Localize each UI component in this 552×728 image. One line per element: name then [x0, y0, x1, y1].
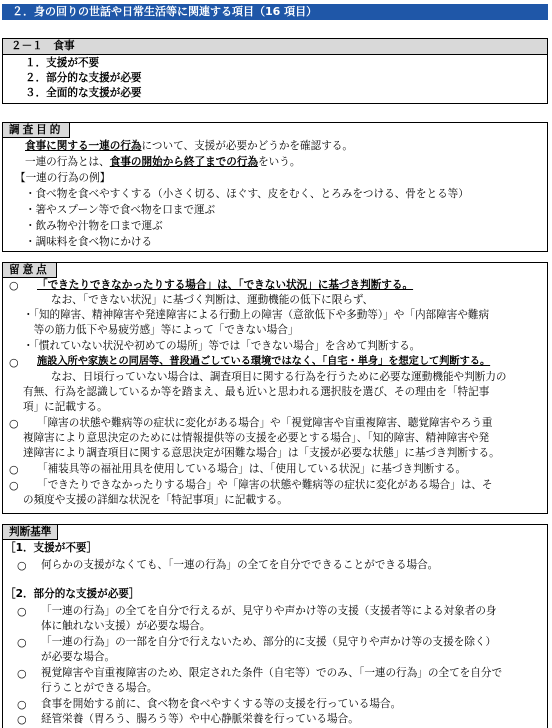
criteria-2-4: 食事を開始する前に、食べ物を食べやすくする等の支援を行っている場合。: [41, 698, 402, 710]
note-1-a: なお、「できない状況」に基づく判断は、運動機能の低下に限らず、: [51, 294, 374, 306]
criteria-2-head: ［2．部分的な支援が必要］: [5, 588, 140, 600]
option-2: ２．部分的な支援が必要: [25, 72, 142, 84]
note-3-3: 達障害により調査項目に関する意思決定が困難な場合」は「支援が必要な状態」に基づき判断する。: [23, 447, 500, 459]
bullet-circle-4: ○: [9, 463, 19, 476]
note-2-a: なお、日頃行っていない場合は、調査項目に関する行為を行うために必要な運動機能や判断力の: [51, 371, 507, 383]
criteria-2-1b: 体に触れない支援）が必要な場合。: [41, 620, 211, 632]
notes-box: [2, 262, 548, 514]
bullet-circle-1: ○: [9, 279, 19, 292]
bullet-circle-2: ○: [9, 356, 19, 369]
purpose-label: 調査目的: [3, 123, 70, 138]
criteria-2-1a: 「一連の行為」の全てを自分で行えるが、見守りや声かけ等の支援（支援者等による対象者の身: [41, 605, 497, 617]
criteria-2-3b: 行うことができる場合。: [41, 682, 158, 694]
note-4: 「補装具等の福祉用具を使用している場合」は、「使用している状況」に基づき判断する。: [37, 463, 467, 475]
criteria-1-1: 何らかの支援がなくても、「一連の行為」の全てを自分でできることができる場合。: [41, 559, 439, 571]
note-3-2: 複障害により意思決定のためには情報提供等の支援を必要とする場合」、「知的障害、精神障害や発: [23, 432, 490, 444]
option-3: ３．全面的な支援が必要: [25, 87, 142, 99]
note-2: 施設入所や家族との同居等、普段過ごしている環境ではなく、「自宅・単身」を想定して判断する。: [37, 356, 491, 367]
criteria-2-2a: 「一連の行為」の一部を自分で行えないため、部分的に支援（見守りや声かけ等の支援を除く）: [41, 636, 497, 648]
notes-label: 留意点: [3, 263, 57, 278]
purpose-line-1-rest: について、支援が必要かどうかを確認する。: [141, 140, 353, 152]
purpose-line-1: [25, 140, 353, 153]
criteria-box: [2, 524, 548, 728]
bullet-circle-5: ○: [9, 479, 19, 492]
note-1-c: ・「慣れていない状況や初めての場所」等では「できない場合」を含めて判断する。: [23, 340, 421, 352]
criteria-1-head: ［1．支援が不要］: [5, 542, 98, 554]
purpose-line-2: [25, 156, 300, 169]
note-1-b2: 等の筋力低下や易疲労感」等によって「できない場合」: [23, 324, 299, 336]
bullet-circle-c2-4: ○: [17, 698, 27, 711]
note-3-1: 「障害の状態や難病等の症状に変化がある場合」や「視覚障害や盲重複障害、聴覚障害やろう重: [37, 417, 493, 429]
note-2-b: 有無、行為を認識しているか等を踏まえ、最も近いと思われる選択肢を選び、その理由を「特記事: [23, 386, 490, 398]
bullet-circle-3: ○: [9, 417, 19, 430]
note-5-1: 「できたりできなかったりする場合」や「障害の状態や難病等の症状に変化がある場合」は、そ: [37, 479, 493, 491]
example-2: ・箸やスプーン等で食べ物を口まで運ぶ: [25, 204, 216, 216]
note-2-c: 項」に記載する。: [23, 401, 108, 413]
purpose-line-2-emph: 食事の開始から終了までの行為: [109, 156, 259, 168]
purpose-line-1-emph: 食事に関する一連の行為: [25, 140, 142, 152]
purpose-line-2-pre: 一連の行為とは、: [25, 156, 110, 168]
section-header: ２．身の回りの世話や日常生活等に関連する項目（16 項目）: [2, 4, 548, 20]
item-box: [2, 38, 548, 104]
criteria-2-5: 経管栄養（胃ろう、腸ろう等）や中心静脈栄養を行っている場合。: [41, 713, 359, 725]
purpose-line-2-post: をいう。: [258, 156, 301, 168]
bullet-circle-c2-5: ○: [17, 713, 27, 726]
bullet-circle-c2-2: ○: [17, 636, 27, 649]
example-1: ・食べ物を食べやすくする（小さく切る、ほぐす、皮をむく、とろみをつける、骨をとる等）: [25, 188, 469, 200]
examples-head: 【一連の行為の例】: [15, 172, 111, 184]
criteria-2-2b: が必要な場合。: [41, 651, 116, 663]
example-4: ・調味料を食べ物にかける: [25, 236, 153, 248]
purpose-box: [2, 122, 548, 252]
note-1-b1: ・「知的障害、精神障害や発達障害による行動上の障害（意欲低下や多動等）」や「内部障害や難病: [23, 309, 490, 321]
bullet-circle-c1: ○: [17, 559, 27, 572]
criteria-2-3a: 視覚障害や盲重複障害のため、限定された条件（自宅等）でのみ、「一連の行為」の全てを自分で: [41, 667, 503, 679]
option-1: １．支援が不要: [25, 57, 100, 69]
bullet-circle-c2-1: ○: [17, 605, 27, 618]
example-3: ・飲み物や汁物を口まで運ぶ: [25, 220, 163, 232]
criteria-label: 判断基準: [3, 525, 58, 540]
note-5-2: の頻度や支援の詳細な状況を「特記事項」に記載する。: [23, 494, 288, 506]
item-title: ２－１ 食事: [3, 39, 547, 55]
bullet-circle-c2-3: ○: [17, 667, 27, 680]
note-1: 「できたりできなかったりする場合」は、「できない状況」に基づき判断する。: [37, 279, 414, 291]
